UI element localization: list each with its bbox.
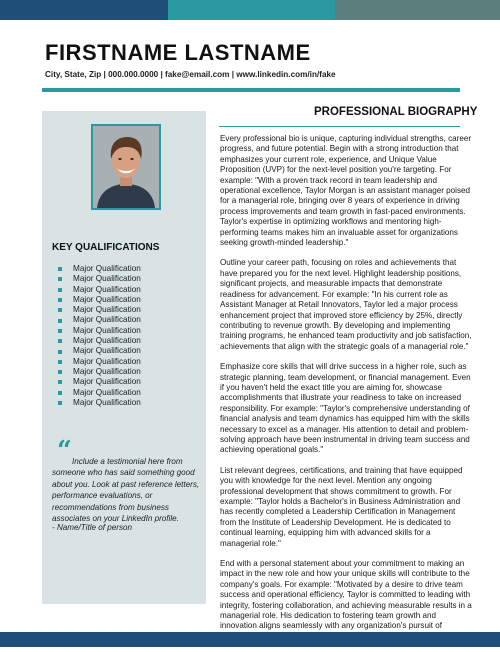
list-item <box>58 285 141 295</box>
qualification-label: Major Qualification <box>73 397 141 407</box>
qualification-label: Major Qualification <box>73 377 141 387</box>
quote-icon: “ <box>57 436 72 466</box>
qualification-label: Major Qualification <box>73 336 141 346</box>
profile-photo <box>91 124 161 210</box>
contact-line: City, State, Zip | 000.000.0000 | fake@email.com | www.linkedin.com/in/fake <box>45 70 336 79</box>
testimonial-attribution: - Name/Title of person <box>52 523 132 532</box>
biography-paragraph: List relevant degrees, certifications, and training that have equipped you with knowledge for the next level. Mention any ongoing professional development that shows commitment to growth. For example: "Taylor holds a Bachelor's in Business Administration and has recently completed a Leadership Certification in Management from the Institute of Leadership Development. He is dedicated to continual learning, equipping him with advanced skills for a managerial role." <box>220 465 463 548</box>
qualification-label: Major Qualification <box>73 284 141 294</box>
list-item <box>58 377 141 387</box>
square-bullet-icon <box>58 267 62 271</box>
qualification-label: Major Qualification <box>73 325 141 335</box>
section-divider <box>219 126 460 127</box>
list-item <box>58 388 141 398</box>
qualification-label: Major Qualification <box>73 356 141 366</box>
square-bullet-icon <box>58 308 62 312</box>
header-divider <box>42 88 460 92</box>
biography-paragraph: End with a personal statement about your commitment to making an impact in the new role and how your unique skills will contribute to the company's goals. For example: "Motivated by a desire to drive team success and operational efficiency, Taylor is committed to leading with integrity, fostering collaboration, and achieving measurable results in a managerial role. His dedication to fostering team growth and innovation aligns seamlessly with any organization's pursuit of <box>220 559 472 631</box>
biography-paragraph: Outline your career path, focusing on roles and achievements that have prepared you for the next level. Highlight leadership positions, significant projects, and measurable impacts that demonstrate readiness for advancement. For example: "In his current role as Assistant Manager at Retail Innovators, Taylor led a major process enhancement project that improved store efficiency by 25%, directly contributing to revenue growth. By developing and implementing training programs, he enhanced team productivity and job satisfaction, achievements that align with the strategic goals of a managerial role." <box>220 258 472 351</box>
list-item <box>58 305 141 315</box>
square-bullet-icon <box>58 380 62 384</box>
top-bar-teal-segment <box>168 0 335 20</box>
section-title: PROFESSIONAL BIOGRAPHY <box>314 106 478 118</box>
list-item <box>58 367 141 377</box>
square-bullet-icon <box>58 370 62 374</box>
candidate-name: FIRSTNAME LASTNAME <box>45 40 311 65</box>
biography-body <box>220 134 472 652</box>
top-bar-navy-segment <box>0 0 168 20</box>
biography-paragraph: Every professional bio is unique, capturing individual strengths, career progress, and future potential. Begin with a strong introduction that emphasizes your current role, experience, and Unique Value Proposition (UVP) for the next-level position you're targeting. For example: "With a proven track record in team leadership and operational excellence, Taylor Morgan is an assistant manager poised for a managerial role, bringing over 8 years of experience in driving process improvements and team growth in fast-paced environments. Taylor's expertise in optimizing workflows and mentoring high-performing teams makes him an invaluable asset for organizations seeking growth-minded leadership." <box>220 134 472 248</box>
square-bullet-icon <box>58 350 62 354</box>
qualification-label: Major Qualification <box>73 294 141 304</box>
qualification-label: Major Qualification <box>73 315 141 325</box>
square-bullet-icon <box>58 401 62 405</box>
list-item <box>58 264 141 274</box>
qualification-label: Major Qualification <box>73 305 141 315</box>
square-bullet-icon <box>58 339 62 343</box>
square-bullet-icon <box>58 288 62 292</box>
list-item <box>58 346 141 356</box>
top-color-bar <box>0 0 500 20</box>
qualification-label: Major Qualification <box>73 274 141 284</box>
qualification-label: Major Qualification <box>73 264 141 273</box>
biography-paragraph: Emphasize core skills that will drive success in a higher role, such as strategic planning, team development, or financial management. Even if you haven't held the exact title you are aiming for, showcase accomplishments that illustrate your readiness to take on increased responsibility. For example: "Taylor's comprehensive understanding of financial analysis and team dynamics has equipped him with the skills necessary to excel as a manager. His attention to detail and problem-solving approach have been instrumental in driving team success and achieving operational goals." <box>220 362 471 455</box>
qualification-label: Major Qualification <box>73 346 141 356</box>
square-bullet-icon <box>58 319 62 323</box>
person-portrait-icon <box>93 126 159 208</box>
list-item <box>58 274 141 284</box>
top-bar-slate-segment <box>335 0 500 20</box>
square-bullet-icon <box>58 277 62 281</box>
list-item <box>58 295 141 305</box>
bottom-color-bar <box>0 632 500 647</box>
square-bullet-icon <box>58 329 62 333</box>
testimonial-body: Include a testimonial here from someone who has said something good about you. Look at past reference letters, performance evaluations, or recommendations from business associates on your LinkedIn profile. <box>52 457 200 524</box>
square-bullet-icon <box>58 391 62 395</box>
list-item <box>58 398 141 408</box>
square-bullet-icon <box>58 298 62 302</box>
square-bullet-icon <box>58 360 62 364</box>
qualifications-list <box>58 264 141 408</box>
list-item <box>58 357 141 367</box>
list-item <box>58 326 141 336</box>
list-item <box>58 315 141 325</box>
sidebar <box>42 111 206 604</box>
qualification-label: Major Qualification <box>73 387 141 397</box>
key-qualifications-title: KEY QUALIFICATIONS <box>52 242 160 253</box>
list-item <box>58 336 141 346</box>
qualification-label: Major Qualification <box>73 366 141 376</box>
testimonial-text <box>52 456 202 524</box>
